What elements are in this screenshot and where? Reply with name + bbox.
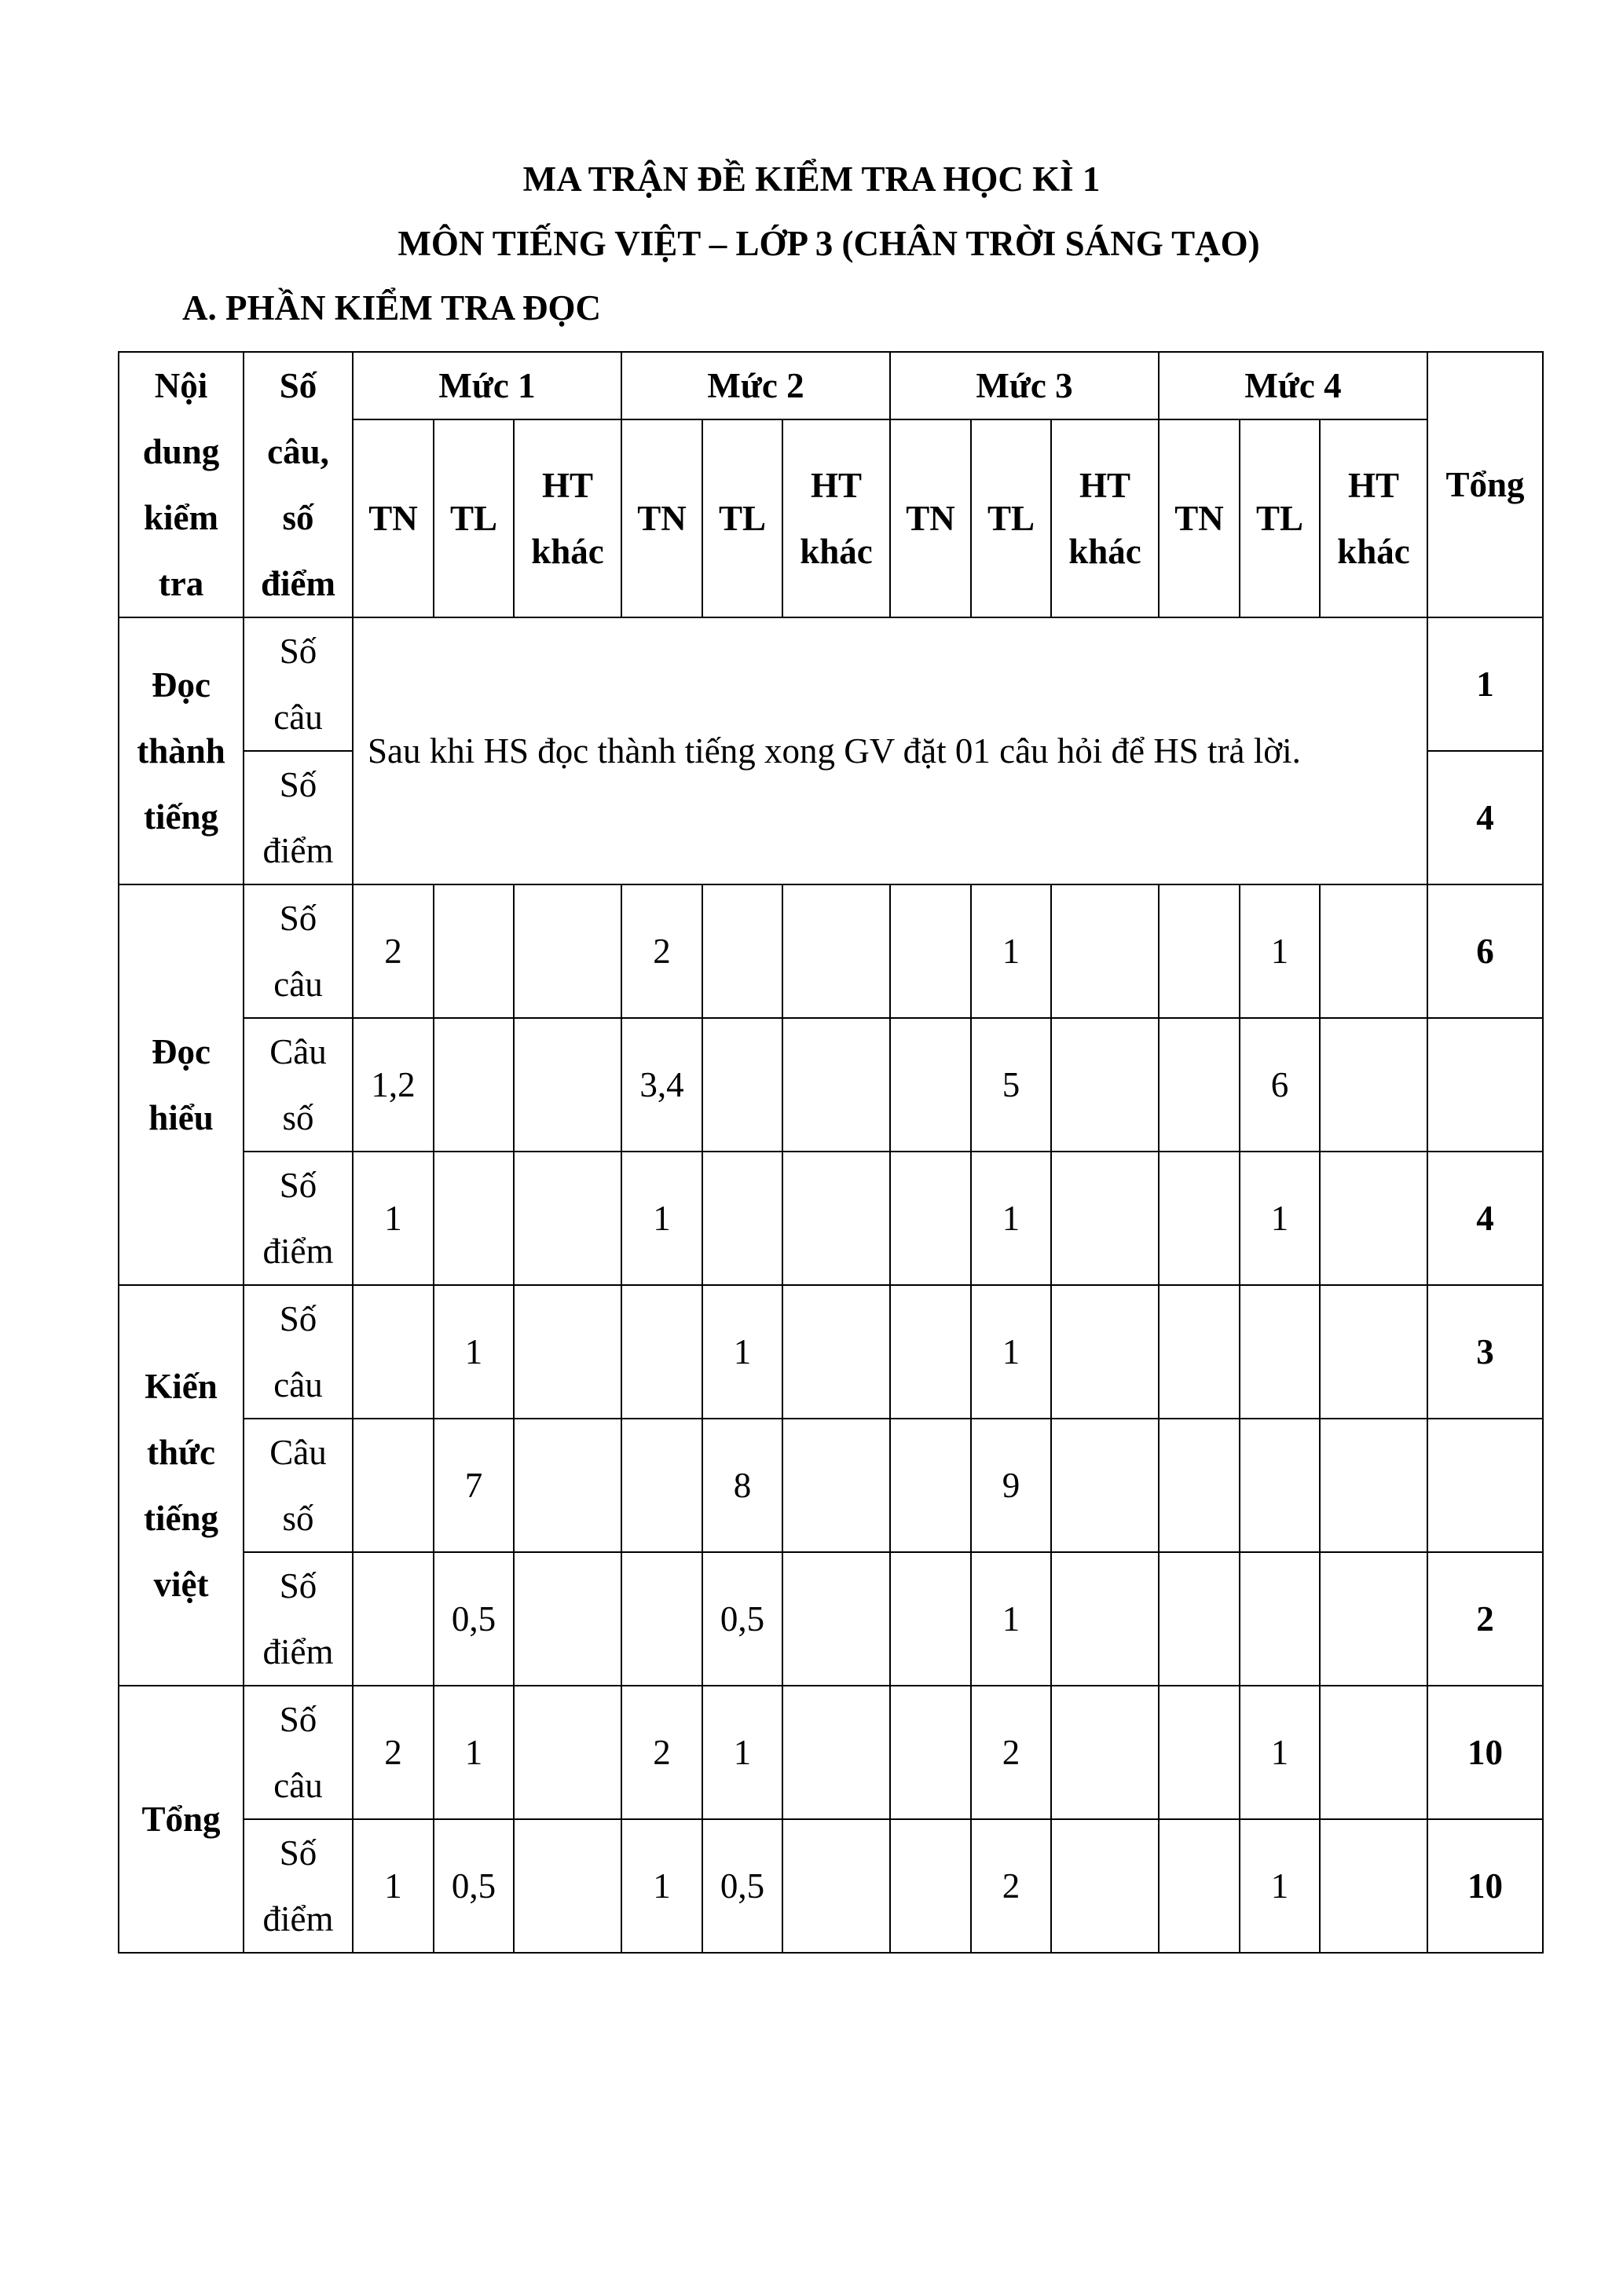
cell: 1 <box>1240 1152 1320 1285</box>
cell <box>702 1152 782 1285</box>
cell <box>782 1819 890 1953</box>
header-count-line: Số <box>279 366 317 405</box>
cell <box>1159 1152 1240 1285</box>
cell <box>1240 1285 1320 1419</box>
row-label-line: điểm <box>262 1899 334 1939</box>
cell <box>434 1152 514 1285</box>
cell <box>514 1819 621 1953</box>
cell <box>353 1419 434 1552</box>
header-ht-line: HT <box>1079 466 1131 505</box>
header-ht <box>782 419 890 617</box>
cell: 1,2 <box>353 1018 434 1152</box>
row-label-line: câu <box>273 965 323 1004</box>
cell <box>782 1419 890 1552</box>
cell: 1 <box>621 1819 702 1953</box>
header-total: Tổng <box>1427 352 1543 617</box>
cell: 6 <box>1240 1018 1320 1152</box>
cell <box>890 884 971 1018</box>
group-label-line: Kiến <box>145 1367 218 1406</box>
cell <box>1159 1285 1240 1419</box>
row-label-line: Số <box>279 1566 317 1606</box>
cell <box>1051 884 1159 1018</box>
total-cell: 4 <box>1427 751 1543 884</box>
row-label-so-diem <box>244 1552 353 1686</box>
table-row <box>119 1552 1543 1686</box>
row-label-line: Số <box>279 1833 317 1873</box>
cell <box>514 1552 621 1686</box>
cell: 2 <box>621 1686 702 1819</box>
group-label-line: Đọc <box>152 1032 211 1071</box>
cell: 9 <box>971 1419 1051 1552</box>
cell <box>1320 1018 1427 1152</box>
row-group-tong: Tổng <box>119 1686 244 1953</box>
header-ht-line: khác <box>800 532 873 571</box>
cell <box>1159 1419 1240 1552</box>
table-row <box>119 1152 1543 1285</box>
header-ht <box>1320 419 1427 617</box>
header-ht-line: HT <box>810 466 863 505</box>
cell <box>514 1686 621 1819</box>
row-group-doc-hieu <box>119 884 244 1285</box>
cell: 1 <box>971 1152 1051 1285</box>
row-label-so-cau <box>244 884 353 1018</box>
cell <box>890 1686 971 1819</box>
row-label-so-cau <box>244 1285 353 1419</box>
cell: 5 <box>971 1018 1051 1152</box>
cell <box>1159 1819 1240 1953</box>
cell <box>353 1285 434 1419</box>
total-cell: 10 <box>1427 1686 1543 1819</box>
group-label-line: tiếng <box>144 797 218 837</box>
row-label-line: điểm <box>262 1632 334 1672</box>
table-row <box>119 884 1543 1018</box>
header-level-1: Mức 1 <box>353 352 621 419</box>
row-label-line: số <box>282 1499 314 1538</box>
row-label-line: số <box>282 1098 314 1137</box>
cell <box>1051 1686 1159 1819</box>
cell: 2 <box>971 1819 1051 1953</box>
cell <box>1320 1285 1427 1419</box>
header-count-line: số <box>282 498 314 537</box>
header-content-line: kiểm <box>144 498 218 537</box>
cell: 0,5 <box>434 1819 514 1953</box>
row-label-line: điểm <box>262 1232 334 1271</box>
cell: 1 <box>621 1152 702 1285</box>
cell <box>1051 1552 1159 1686</box>
cell <box>514 1419 621 1552</box>
row-label-line: điểm <box>262 831 334 870</box>
row-label-line: câu <box>273 698 323 737</box>
cell <box>890 1419 971 1552</box>
cell: 1 <box>353 1152 434 1285</box>
row-label-so-diem <box>244 1152 353 1285</box>
cell: 2 <box>353 884 434 1018</box>
row-label-cau-so <box>244 1419 353 1552</box>
cell <box>621 1285 702 1419</box>
cell <box>514 1152 621 1285</box>
row-label-line: câu <box>273 1365 323 1404</box>
row-label-line: câu <box>273 1766 323 1805</box>
header-level-2: Mức 2 <box>621 352 890 419</box>
row-group-kien-thuc <box>119 1285 244 1686</box>
header-tn: TN <box>1159 419 1240 617</box>
section-heading: A. PHẦN KIỂM TRA ĐỌC <box>182 288 601 328</box>
cell <box>1051 1152 1159 1285</box>
reading-aloud-note: Sau khi HS đọc thành tiếng xong GV đặt 01 câu hỏi để HS trả lời. <box>353 617 1427 884</box>
cell: 1 <box>1240 884 1320 1018</box>
document-title: MA TRẬN ĐỀ KIỂM TRA HỌC KÌ 1 <box>522 159 1101 199</box>
cell: 1 <box>702 1285 782 1419</box>
cell <box>434 884 514 1018</box>
header-ht <box>514 419 621 617</box>
cell <box>890 1018 971 1152</box>
table-row <box>119 1686 1543 1819</box>
header-content <box>119 352 244 617</box>
cell <box>782 1686 890 1819</box>
header-content-line: dung <box>142 432 220 471</box>
cell: 1 <box>434 1285 514 1419</box>
cell: 3,4 <box>621 1018 702 1152</box>
header-tl: TL <box>434 419 514 617</box>
row-label-line: Số <box>279 1299 317 1338</box>
cell: 0,5 <box>702 1552 782 1686</box>
row-label-line: Câu <box>269 1433 327 1472</box>
row-group-doc-thanh-tieng <box>119 617 244 884</box>
header-tn: TN <box>890 419 971 617</box>
cell <box>890 1819 971 1953</box>
cell: 1 <box>434 1686 514 1819</box>
cell <box>1320 1819 1427 1953</box>
cell <box>1051 1018 1159 1152</box>
total-cell <box>1427 1419 1543 1552</box>
cell: 1 <box>353 1819 434 1953</box>
cell <box>1159 1552 1240 1686</box>
cell <box>514 1285 621 1419</box>
row-label-cau-so <box>244 1018 353 1152</box>
total-cell: 10 <box>1427 1819 1543 1953</box>
cell <box>621 1552 702 1686</box>
header-content-line: tra <box>158 564 204 603</box>
cell: 1 <box>702 1686 782 1819</box>
group-label-line: Đọc <box>152 665 211 705</box>
header-tn: TN <box>621 419 702 617</box>
cell <box>782 1018 890 1152</box>
cell <box>890 1552 971 1686</box>
cell <box>434 1018 514 1152</box>
cell: 8 <box>702 1419 782 1552</box>
total-cell: 3 <box>1427 1285 1543 1419</box>
row-label-so-cau <box>244 1686 353 1819</box>
cell <box>1320 1552 1427 1686</box>
test-matrix-table <box>118 351 1544 1954</box>
header-count-line: điểm <box>261 564 335 603</box>
total-cell: 6 <box>1427 884 1543 1018</box>
cell <box>890 1152 971 1285</box>
row-label-so-cau <box>244 617 353 751</box>
row-label-so-diem <box>244 1819 353 1953</box>
header-tl: TL <box>971 419 1051 617</box>
row-label-line: Câu <box>269 1032 327 1071</box>
group-label-line: tiếng <box>144 1499 218 1538</box>
header-ht-line: khác <box>1068 532 1141 571</box>
header-ht-line: HT <box>1347 466 1400 505</box>
cell: 1 <box>1240 1819 1320 1953</box>
cell: 7 <box>434 1419 514 1552</box>
cell: 2 <box>353 1686 434 1819</box>
cell: 1 <box>971 1552 1051 1686</box>
cell <box>1051 1419 1159 1552</box>
header-level-4: Mức 4 <box>1159 352 1427 419</box>
cell: 2 <box>621 884 702 1018</box>
cell <box>1240 1419 1320 1552</box>
cell <box>514 1018 621 1152</box>
cell <box>890 1285 971 1419</box>
cell <box>782 1152 890 1285</box>
table-row <box>119 617 1543 751</box>
document-subtitle: MÔN TIẾNG VIỆT – LỚP 3 (CHÂN TRỜI SÁNG TẠO) <box>398 224 1260 263</box>
cell <box>1320 1152 1427 1285</box>
cell: 1 <box>971 1285 1051 1419</box>
group-label-line: việt <box>153 1565 209 1604</box>
row-label-line: Số <box>279 1166 317 1205</box>
cell <box>1159 884 1240 1018</box>
cell <box>621 1419 702 1552</box>
cell <box>782 1552 890 1686</box>
row-label-line: Số <box>279 632 317 671</box>
header-tn: TN <box>353 419 434 617</box>
cell <box>1159 1686 1240 1819</box>
row-label-line: Số <box>279 1700 317 1739</box>
table-row <box>119 1018 1543 1152</box>
header-ht <box>1051 419 1159 617</box>
header-ht-line: khác <box>1337 532 1410 571</box>
cell <box>782 884 890 1018</box>
cell: 1 <box>971 884 1051 1018</box>
header-tl: TL <box>1240 419 1320 617</box>
header-count-line: câu, <box>267 432 329 471</box>
cell <box>1051 1819 1159 1953</box>
header-level-3: Mức 3 <box>890 352 1159 419</box>
cell <box>514 884 621 1018</box>
cell <box>1320 884 1427 1018</box>
cell <box>1320 1686 1427 1819</box>
cell <box>1051 1285 1159 1419</box>
cell <box>782 1285 890 1419</box>
header-ht-line: khác <box>531 532 604 571</box>
header-row-levels <box>119 352 1543 419</box>
cell: 2 <box>971 1686 1051 1819</box>
group-label-line: thức <box>147 1433 215 1472</box>
total-cell: 1 <box>1427 617 1543 751</box>
cell: 1 <box>1240 1686 1320 1819</box>
cell: 0,5 <box>702 1819 782 1953</box>
table-row <box>119 1285 1543 1419</box>
cell <box>1159 1018 1240 1152</box>
cell <box>353 1552 434 1686</box>
table-row <box>119 1819 1543 1953</box>
total-cell <box>1427 1018 1543 1152</box>
row-label-line: Số <box>279 765 317 804</box>
header-count <box>244 352 353 617</box>
cell <box>702 1018 782 1152</box>
header-ht-line: HT <box>541 466 594 505</box>
group-label-line: thành <box>137 731 225 771</box>
cell <box>702 884 782 1018</box>
header-tl: TL <box>702 419 782 617</box>
header-content-line: Nội <box>154 366 208 405</box>
row-label-so-diem <box>244 751 353 884</box>
cell <box>1320 1419 1427 1552</box>
total-cell: 4 <box>1427 1152 1543 1285</box>
group-label-line: hiểu <box>148 1098 214 1137</box>
cell: 0,5 <box>434 1552 514 1686</box>
row-label-line: Số <box>279 899 317 938</box>
total-cell: 2 <box>1427 1552 1543 1686</box>
cell <box>1240 1552 1320 1686</box>
table-row <box>119 1419 1543 1552</box>
